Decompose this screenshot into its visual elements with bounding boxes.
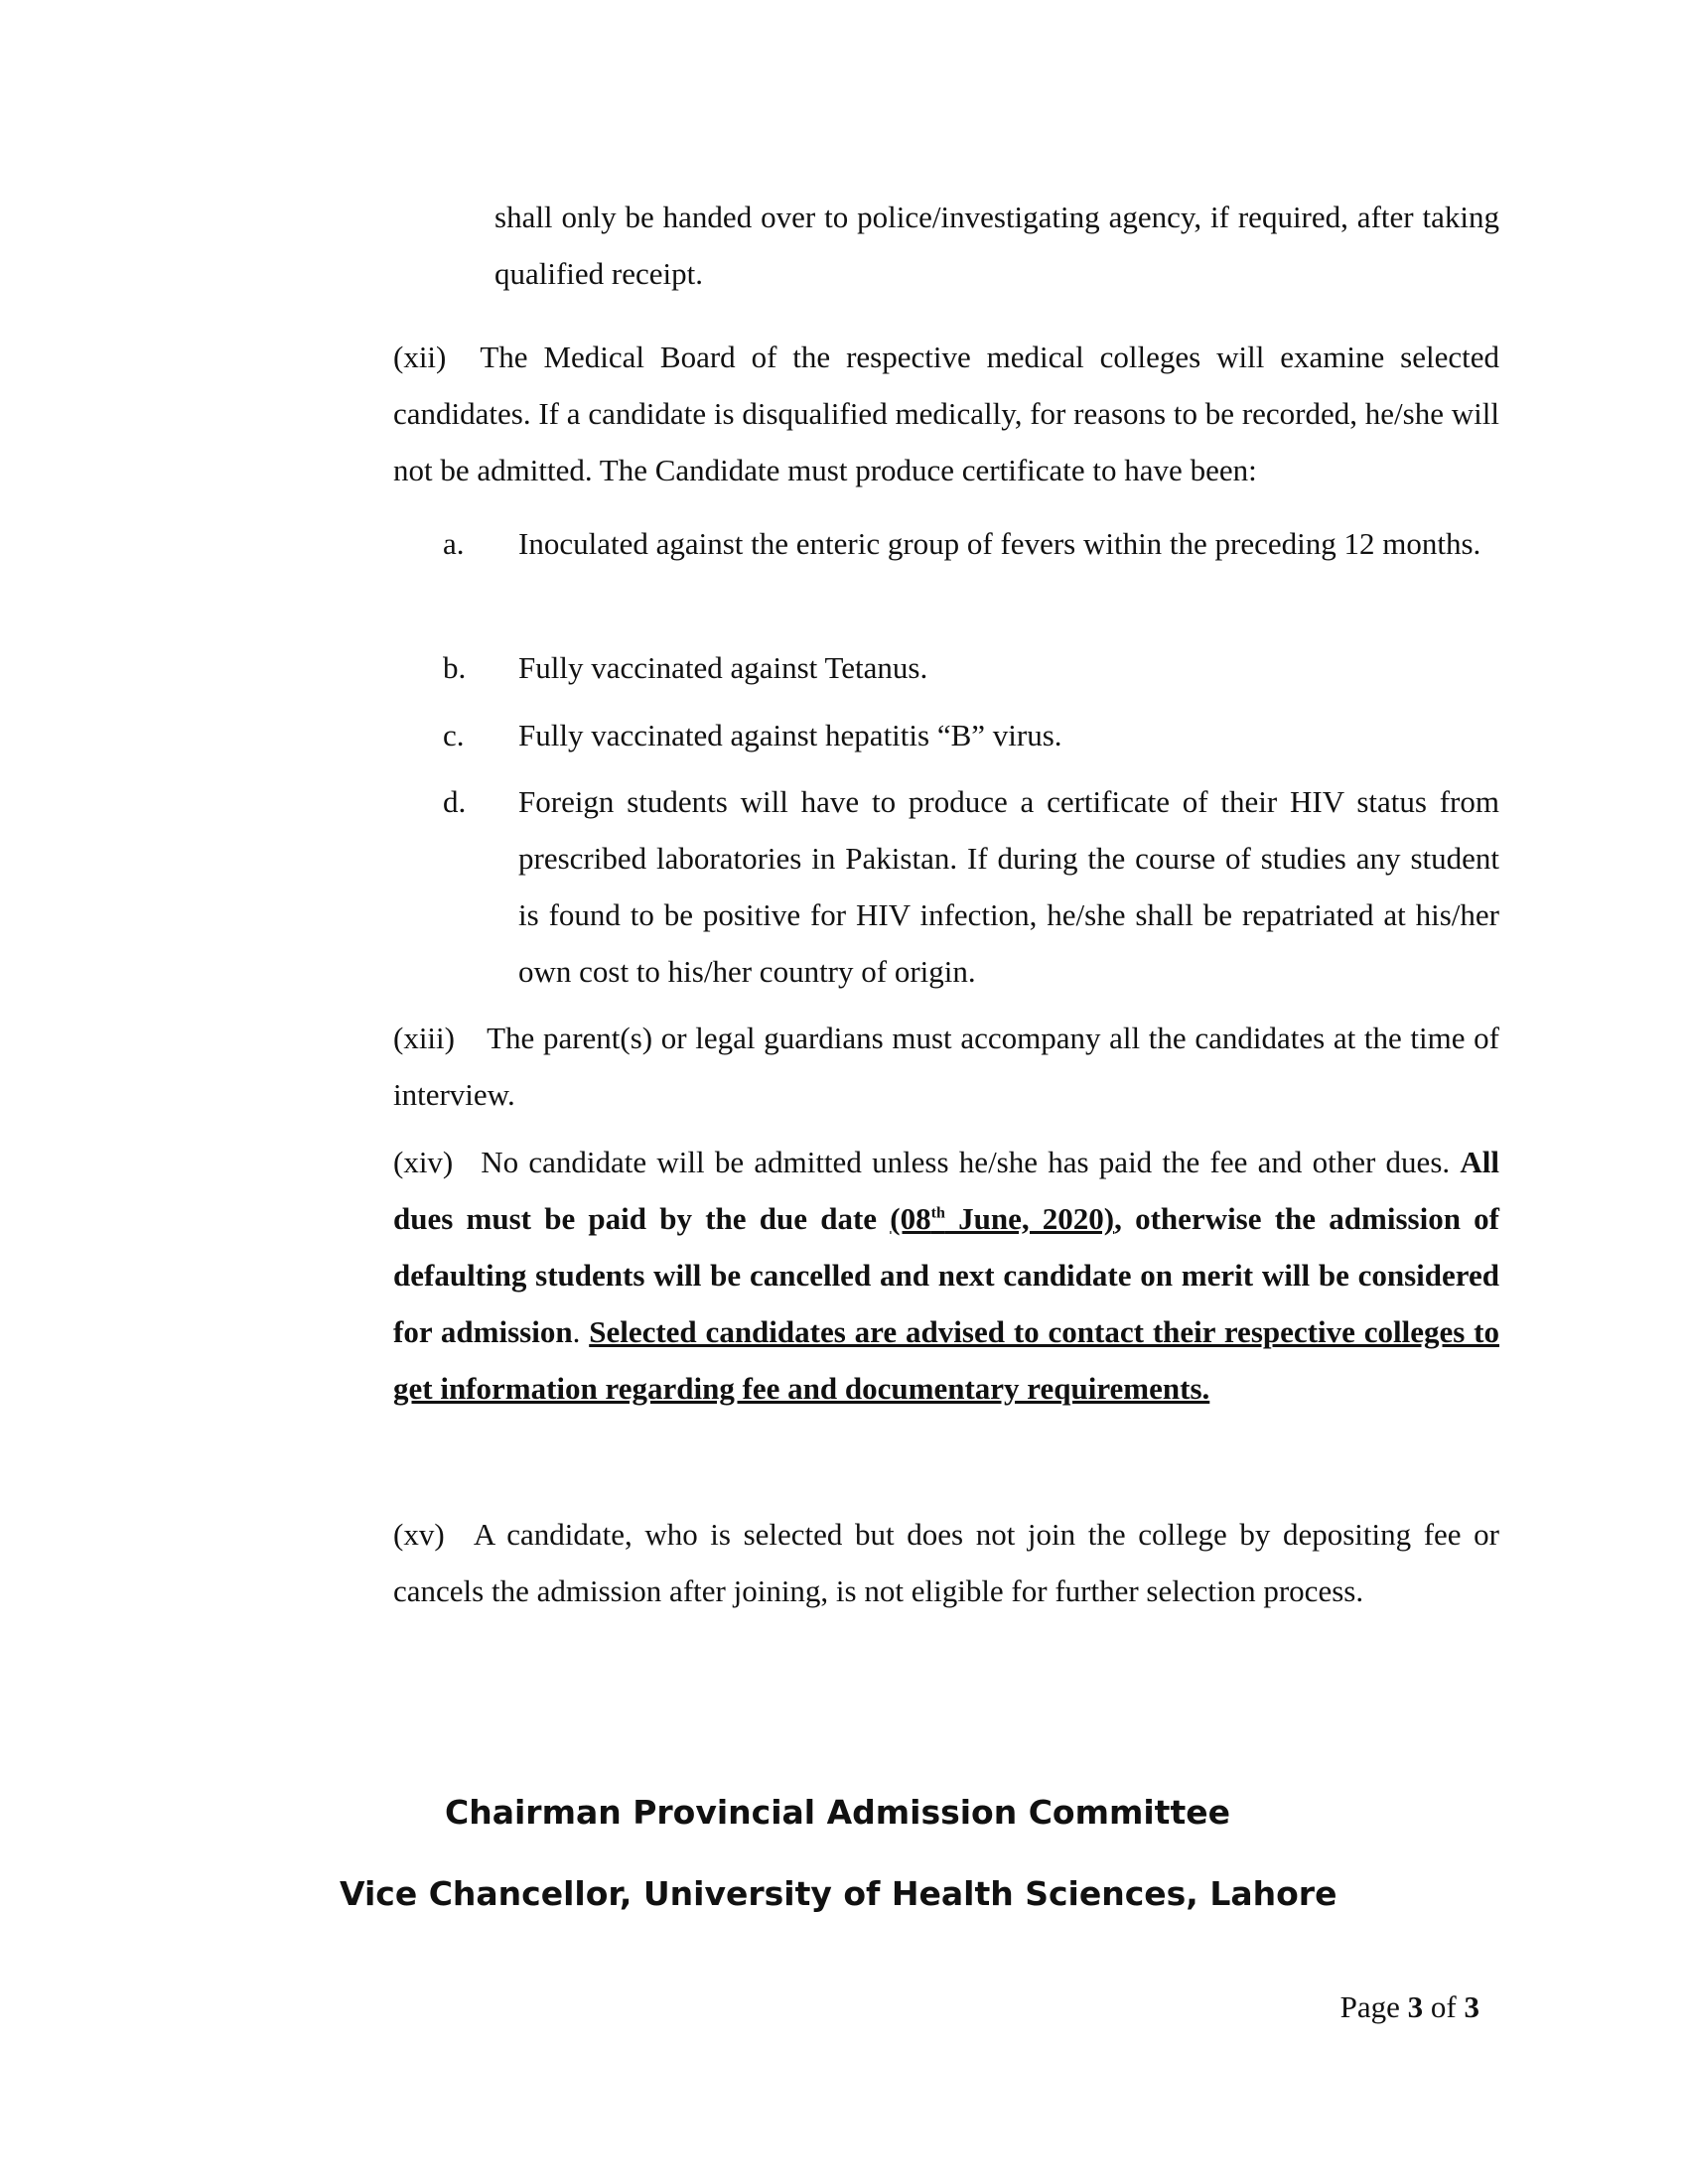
sub-item-b [443, 639, 1499, 696]
clause-xv [393, 1506, 1499, 1619]
sub-item-a [443, 515, 1499, 572]
of-word: of [1430, 1989, 1457, 2024]
continuation-text: shall only be handed over to police/investigating agency, if required, after taking qualified receipt. [494, 200, 1499, 291]
continuation-paragraph [494, 189, 1499, 302]
clause-number: (xv) [393, 1517, 445, 1552]
clause-xii [393, 329, 1499, 498]
sub-item-letter: a. [443, 526, 465, 561]
due-date [890, 1201, 1114, 1236]
due-notice-period: . [572, 1314, 581, 1349]
clause-number: (xii) [393, 340, 447, 374]
sub-item-letter: c. [443, 718, 465, 752]
sub-item-text: Fully vaccinated against Tetanus. [518, 650, 928, 685]
sub-item-text: Fully vaccinated against hepatitis “B” virus. [518, 718, 1062, 752]
page-number-footer [1340, 1987, 1479, 2027]
sub-item-text: Inoculated against the enteric group of fevers within the preceding 12 months. [518, 526, 1481, 561]
sub-item-text: Foreign students will have to produce a certificate of their HIV status from prescribed laboratories in Pakistan. If during the course of studies any student is found to be positive for HIV infection, he/she shall be repatriated at his/her own cost to his/her country of origin. [518, 784, 1499, 989]
due-date-suffix: th [930, 1204, 945, 1222]
contact-college-note: Selected candidates are advised to contact their respective colleges to get information regarding fee and documentary requirements. [393, 1314, 1499, 1406]
clause-text: A candidate, who is selected but does not join the college by depositing fee or cancels the admission after joining, is not eligible for further selection process. [393, 1517, 1499, 1608]
due-notice-lead: All dues must be paid by the due date [393, 1145, 1500, 1236]
sub-item-c [443, 707, 1499, 763]
due-date-day: (08 [890, 1201, 931, 1236]
due-notice-tail: , otherwise the admission of defaulting students will be cancelled and next candidate on merit will be considered for admission [393, 1201, 1499, 1349]
clause-text: No candidate will be admitted unless he/she has paid the fee and other dues. [481, 1145, 1451, 1179]
sub-item-letter: d. [443, 784, 467, 819]
clause-text: The Medical Board of the respective medical colleges will examine selected candidates. If a candidate is disqualified medically, for reasons to be recorded, he/she will not be admitted. The Candidate must produce certificate to have been: [393, 340, 1499, 487]
due-date-rest: June, 2020) [944, 1201, 1115, 1236]
clause-text: The parent(s) or legal guardians must accompany all the candidates at the time of interview. [393, 1021, 1499, 1112]
clause-number: (xiii) [393, 1021, 455, 1055]
page-word: Page [1339, 1989, 1400, 2024]
sub-item-letter: b. [443, 650, 467, 685]
clause-xiii [393, 1010, 1499, 1123]
current-page: 3 [1407, 1989, 1424, 2024]
signature-office: Vice Chancellor, University of Health Sciences, Lahore [340, 1874, 1337, 1913]
signature-title: Chairman Provincial Admission Committee [445, 1793, 1230, 1832]
sub-item-d [443, 773, 1499, 1000]
clause-xiv [393, 1134, 1499, 1417]
total-pages: 3 [1464, 1989, 1479, 2024]
clause-number: (xiv) [393, 1145, 454, 1179]
